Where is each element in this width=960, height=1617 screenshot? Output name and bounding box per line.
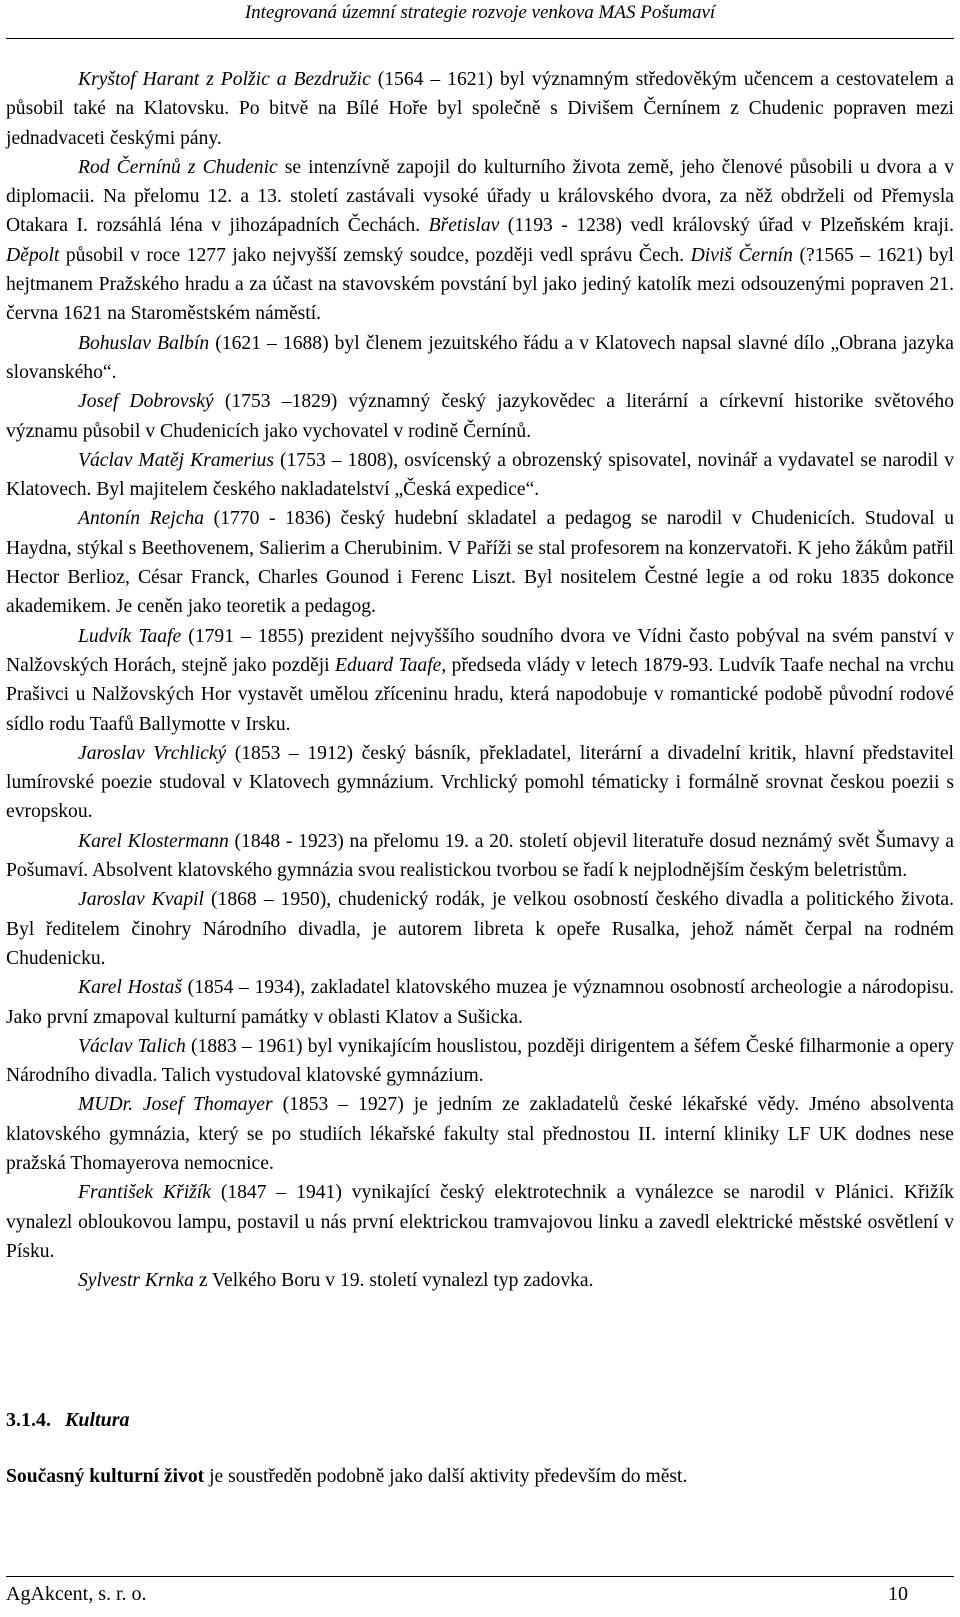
person-name: Josef Dobrovský [78, 391, 214, 413]
person-name: Kryštof Harant z Polžic a Bezdružic [78, 69, 371, 90]
paragraph: Jaroslav Vrchlický (1853 – 1912) český básník, překladatel, literární a divadelní kritik, hlavní představitel lumírovské poezie studoval v Klatovech gymnázium. Vrchlický pomohl tématicky i formálně srovnat českou poezii s evropskou. [6, 742, 954, 823]
person-name: Jaroslav Vrchlický [78, 742, 227, 764]
paragraph: MUDr. Josef Thomayer (1853 – 1927) je jedním ze zakladatelů české lékařské vědy. Jméno absolventa klatovského gymnázia, který se po studiích lékařské fakulty stal přednostou II. interní kliniky LF UK dodnes nese pražská Thomayerova nemocnice. [6, 1094, 954, 1174]
person-name: Rod Černínů z Chudenic [78, 156, 278, 178]
person-name: Jaroslav Kvapil [78, 889, 205, 911]
paragraph: Ludvík Taafe (1791 – 1855) prezident nejvyššího soudního dvora ve Vídni často pobýval na svém panství v Nalžovských Horách, stejně jako později Eduard Taafe, předseda vlády v letech 1879-93. Ludvík Taafe nechal na vrchu Prašivci u Nalžovských Hor vystavět umělou zříceninu hradu, která napodobuje v romantické podobě původní rodové sídlo rodu Taafů Ballymotte v Irsku. [6, 625, 955, 735]
paragraph: Karel Hostaš (1854 – 1934), zakladatel klatovského muzea je významnou osobností archeologie a národopisu. Jako první zmapoval kulturní památky v oblasti Klatov a Sušicka. [6, 977, 955, 1028]
section-heading [6, 1409, 129, 1432]
paragraph: Rod Černínů z Chudenic se intenzívně zapojil do kulturního života země, jeho členové působili u dvora a v diplomacii. Na přelomu 12. a 13. století zastávali vysoké úřady u královského dvora, za něž obdrželi od Přemysla Otakara I. rozsáhlá léna v jihozápadních Čechách. Břetislav (1193 - 1238) vedl královský úřad v Plzeňském kraji. Děpolt působil v roce 1277 jako nejvyšší zemský soudce, později vedl správu Čech. Diviš Černín (?1565 – 1621) byl hejtmanem Pražského hradu a za účast na stavovském povstání byl jako jediný katolík mezi odsouzenými popraven 21. června 1621 na Staroměstském náměstí. [6, 156, 954, 325]
paragraph: Václav Talich (1883 – 1961) byl vynikajícím houslistou, později dirigentem a šéfem České filharmonie a opery Národního divadla. Talich vystudoval klatovské gymnázium. [6, 1035, 955, 1087]
person-name: Děpolt [6, 244, 60, 266]
person-name: Bohuslav Balbín [78, 332, 210, 354]
section-number: 3.1.4. [6, 1409, 51, 1431]
person-name: Diviš Černín [690, 244, 793, 266]
person-name: Václav Talich [78, 1035, 186, 1057]
section-title: Kultura [65, 1409, 130, 1431]
paragraph: Antonín Rejcha (1770 - 1836) český hudební skladatel a pedagog se narodil v Chudenicích. Studoval u Haydna, stýkal s Beethovenem, Salierim a Cherubinim. V Paříži se stal profesorem na konzervatoři. K jeho žákům patřil Hector Berlioz, César Franck, Charles Gounod i Ferenc Liszt. Byl nositelem Čestné legie a od roku 1835 dokonce akademikem. Je ceněn jako teoretik a pedagog. [6, 508, 955, 618]
person-name: MUDr. Josef Thomayer [78, 1094, 273, 1116]
culture-paragraph: Současný kulturní život je soustředěn podobně jako další aktivity především do měst. [6, 1466, 688, 1487]
person-name: Václav Matěj Kramerius [78, 449, 274, 471]
person-name: Karel Klostermann [78, 830, 229, 852]
paragraph: Josef Dobrovský (1753 –1829) významný český jazykovědec a literární a církevní historike světového významu působil v Chudenicích jako vychovatel v rodině Černínů. [6, 391, 955, 442]
person-name: Eduard Taafe [335, 654, 442, 676]
page-header: Integrovaná územní strategie rozvoje venkova MAS Pošumaví [244, 2, 716, 23]
paragraph: Karel Klostermann (1848 - 1923) na přelomu 19. a 20. století objevil literatuře dosud neznámý svět Šumavy a Pošumaví. Absolvent klatovského gymnázia svou realistickou tvorbou se řadí k nejplodnějším českým beletristům. [6, 830, 955, 882]
paragraph: František Křižík (1847 – 1941) vynikající český elektrotechnik a vynálezce se narodil v Plánici. Křižík vynalezl obloukovou lampu, postavil u nás první elektrickou tramvajovou linku a zavedl elektrické městské osvětlení v Písku. [6, 1182, 954, 1262]
header-divider [6, 38, 954, 39]
paragraph: Sylvestr Krnka z Velkého Boru v 19. století vynalezl typ zadovka. [78, 1270, 594, 1292]
paragraph: Bohuslav Balbín (1621 – 1688) byl členem jezuitského řádu a v Klatovech napsal slavné dílo „Obrana jazyka slovanského“. [6, 332, 954, 383]
person-name: František Křižík [78, 1182, 211, 1204]
person-name: Břetislav [428, 215, 500, 237]
footer-company: AgAkcent, s. r. o. [6, 1583, 147, 1605]
person-name: Sylvestr Krnka [78, 1270, 194, 1292]
person-name: Antonín Rejcha [78, 508, 205, 530]
paragraph: Jaroslav Kvapil (1868 – 1950), chudenický rodák, je velkou osobností českého divadla a politického života. Byl ředitelem činohry Národního divadla, je autorem libreta k opeře Rusalka, jehož námět čerpal na rodném Chudenicku. [6, 889, 954, 969]
footer-divider [6, 1576, 954, 1577]
paragraph: Kryštof Harant z Polžic a Bezdružic (1564 – 1621) byl významným středověkým učencem a cestovatelem a působil také na Klatovsku. Po bitvě na Bílé Hoře byl společně s Divišem Černínem z Chudenic popraven mezi jednadvaceti českými pány. [6, 69, 954, 149]
paragraph: Václav Matěj Kramerius (1753 – 1808), osvícenský a obrozenský spisovatel, novinář a vydavatel se narodil v Klatovech. Byl majitelem českého nakladatelství „Česká expedice“. [6, 449, 954, 501]
culture-lead: Současný kulturní život [6, 1466, 205, 1487]
page-number: 10 [888, 1583, 908, 1605]
document-body [6, 65, 954, 1295]
person-name: Karel Hostaš [78, 977, 183, 999]
person-name: Ludvík Taafe [78, 625, 182, 647]
